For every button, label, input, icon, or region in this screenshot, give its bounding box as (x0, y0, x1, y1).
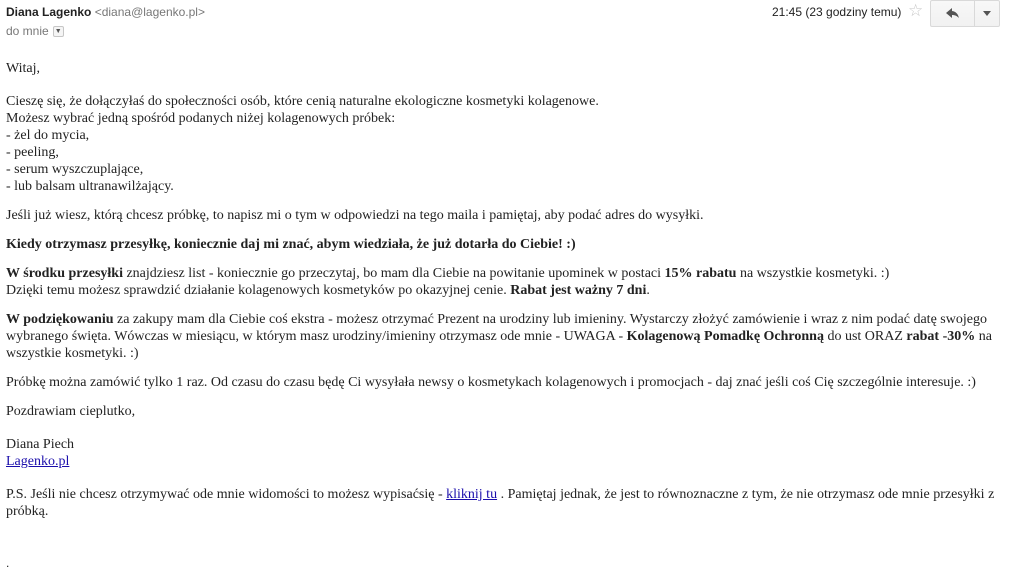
message-actions (930, 0, 1000, 27)
more-button[interactable] (974, 0, 1000, 27)
bold-notice (6, 236, 1006, 253)
reply-button[interactable] (930, 0, 974, 27)
package-text-3: Dzięki temu możesz sprawdzić działanie kolagenowych kosmetyków po okazyjnej cenie. (6, 283, 511, 298)
ps-text-1: P.S. Jeśli nie chcesz otrzymywać ode mnie widomości to możesz wypisaćsię - (6, 487, 447, 502)
thanks-text-1: za zakupy mam dla Ciebie coś ekstra - możesz otrzymać Prezent na urodziny lub imieniny. Wystarczy złożyć zamówienie i wraz z nim podać datę swojego wybranego święta. Wówczas w miesiącu, w którym masz urodziny/imieniny otrzymasz ode mnie - UWAGA - (6, 312, 987, 344)
instruction-paragraph: Jeśli już wiesz, którą chcesz próbkę, to napisz mi o tym w odpowiedzi na tego maila i pamiętaj, aby podać adres do wysyłki. (6, 208, 704, 223)
package-text-2: na wszystkie kosmetyki. :) (736, 266, 890, 281)
unsubscribe-link[interactable]: kliknij tu (446, 487, 498, 502)
thanks-bold-2: Kolagenową Pomadkę Ochronną (626, 329, 824, 344)
intro-line-1: Cieszę się, że dołączyłaś do społeczności osób, które cenią naturalne ekologiczne kosmetyki kolagenowe. (6, 94, 599, 109)
chevron-down-icon (983, 11, 991, 16)
package-paragraph (6, 265, 1006, 299)
package-text-1: znajdziesz list - koniecznie go przeczytaj, bo mam dla Ciebie na powitanie upominek w postaci (122, 266, 665, 281)
chevron-down-icon[interactable]: ▼ (53, 26, 64, 37)
intro-line-2: Możesz wybrać jedną spośród podanych niżej kolagenowych próbek: (6, 111, 396, 126)
greeting: Witaj, (6, 61, 41, 76)
sample-item: - lub balsam ultranawilżający. (6, 179, 174, 194)
sample-item: - serum wyszczuplające, (6, 162, 144, 177)
package-bold-1: W środku przesyłki (6, 266, 123, 281)
sample-item: - peeling, (6, 145, 59, 160)
signature-name: Diana Piech (6, 437, 75, 452)
sender-name[interactable]: Diana Lagenko (6, 5, 92, 19)
ps-paragraph (6, 486, 1006, 520)
closing-line: Pozdrawiam cieplutko, (6, 404, 136, 419)
thanks-text-2: do ust ORAZ (823, 329, 907, 344)
recipient-line (6, 24, 64, 38)
package-bold-2: 15% rabatu (664, 266, 737, 281)
message-header (0, 0, 1024, 44)
thanks-bold-1: W podziękowaniu (6, 312, 114, 327)
star-icon[interactable]: ☆ (908, 1, 924, 20)
thanks-text-3: na wszystkie kosmetyki. :) (6, 329, 992, 361)
reply-arrow-icon (946, 8, 960, 19)
signature-link-line (6, 453, 1006, 470)
package-bold-3: Rabat jest ważny 7 dni (510, 283, 647, 298)
sample-item: - żel do mycia, (6, 128, 90, 143)
thanks-bold-3: rabat -30% (906, 329, 976, 344)
bold-notice-text: Kiedy otrzymasz przesyłkę, koniecznie daj mi znać, abym wiedziała, że już dotarła do Ciebie! :) (6, 237, 576, 252)
sender-email: <diana@lagenko.pl> (94, 5, 205, 19)
signature-link[interactable]: Lagenko.pl (6, 454, 70, 469)
package-text-4: . (646, 283, 650, 298)
trailing-dot: . (6, 556, 10, 570)
sample-once-paragraph: Próbkę można zamówić tylko 1 raz. Od czasu do czasu będę Ci wysyłała newsy o kosmetykach kolagenowych i promocjach - daj znać jeśli coś Cię szczególnie interesuje. :) (6, 375, 976, 390)
ps-text-2: . Pamiętaj jednak, że jest to równoznaczne z tym, że nie otrzymasz ode mnie przesyłki z próbką. (6, 487, 995, 519)
recipient-label: do mnie (6, 24, 49, 38)
message-timestamp: 21:45 (23 godziny temu) (772, 5, 902, 19)
thanks-paragraph (6, 311, 1006, 362)
sender (6, 5, 205, 19)
message-body (6, 60, 1006, 520)
